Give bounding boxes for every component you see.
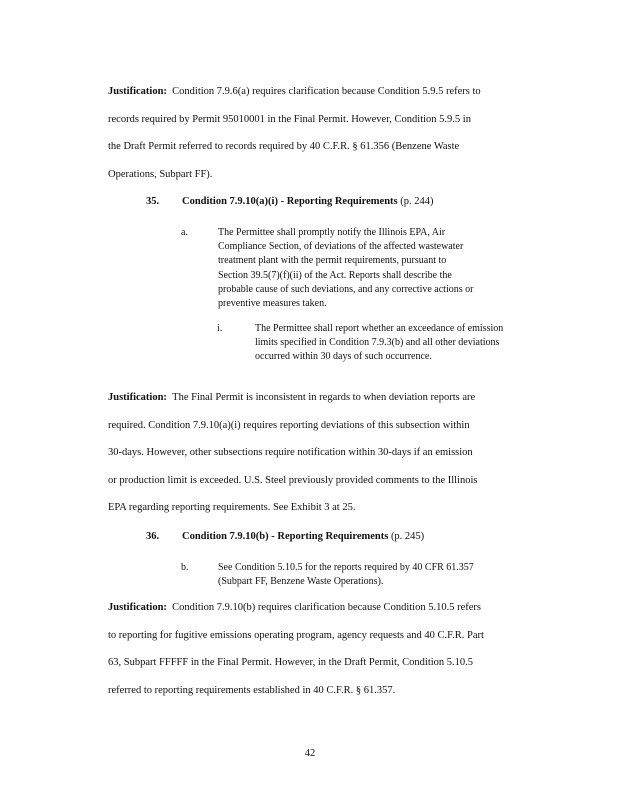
justification-paragraph-1 (108, 78, 540, 188)
page-number: 42 (304, 748, 316, 759)
justification-paragraph-2 (108, 384, 540, 522)
item-36-sub-b (181, 561, 501, 593)
line: Justification: The Final Permit is inconsistent in regards to when deviation reports are (108, 392, 476, 403)
item-number: 35. (146, 196, 160, 207)
sub-text: See Condition 5.10.5 for the reports required by 40 CFR 61.357 (Subpart FF, Benzene Waste Operations). (218, 562, 474, 588)
sub-label: a. (181, 227, 188, 238)
line: Justification: Condition 7.9.10(b) requires clarification because Condition 5.10.5 refers (108, 602, 481, 613)
line: required. Condition 7.9.10(a)(i) requires reporting deviations of this subsection within (108, 419, 470, 431)
line: records required by Permit 95010001 in the Final Permit. However, Condition 5.9.5 in (108, 113, 471, 125)
item-36-heading (146, 531, 424, 542)
line: 30-days. However, other subsections require notification within 30-days if an emission (108, 447, 473, 458)
sub-text: The Permittee shall report whether an exceedance of emission limits specified in Condition 7.9.3(b) and all other deviations occurred within 30 days of such occurrence. (255, 323, 504, 363)
item-35-sub-i (217, 322, 517, 382)
item-title: Condition 7.9.10(b) - Reporting Requirements (182, 531, 389, 542)
line: Justification: Condition 7.9.6(a) requires clarification because Condition 5.9.5 refers to (108, 86, 481, 97)
page-ref: (p. 244) (400, 196, 434, 207)
line: EPA regarding reporting requirements. See Exhibit 3 at 25. (108, 502, 356, 513)
sub-text: The Permittee shall promptly notify the Illinois EPA, Air Compliance Section, of deviations of the affected wastewater treatment plant with the permit requirements, pursuant to Section 39.5(7)(f)(ii) of the Act. Reports shall describe the probable cause of such deviations, and any corrective actions or preventive measures taken. (218, 227, 474, 310)
line: or production limit is exceeded. U.S. Steel previously provided comments to the Illinois (108, 474, 478, 486)
sub-label: b. (181, 562, 189, 573)
line: the Draft Permit referred to records required by 40 C.F.R. § 61.356 (Benzene Waste (108, 141, 460, 152)
item-number: 36. (146, 531, 160, 542)
sub-label: i. (217, 323, 223, 334)
line: referred to reporting requirements established in 40 C.F.R. § 61.357. (108, 684, 396, 696)
justification-paragraph-3 (108, 594, 540, 704)
justification-label: Justification: (108, 602, 167, 613)
page-ref: (p. 245) (390, 531, 425, 542)
justification-label: Justification: (108, 86, 167, 97)
line: Operations, Subpart FF). (108, 168, 213, 180)
line: 63, Subpart FFFFF in the Final Permit. However, in the Draft Permit, Condition 5.10.5 (108, 657, 474, 668)
item-35-heading (146, 196, 434, 207)
item-title: Condition 7.9.10(a)(i) - Reporting Requirements (182, 196, 398, 207)
item-35-sub-a (181, 226, 501, 316)
line: to reporting for fugitive emissions operating program, agency requests and 40 C.F.R. Part (108, 629, 484, 641)
justification-label: Justification: (108, 392, 167, 403)
